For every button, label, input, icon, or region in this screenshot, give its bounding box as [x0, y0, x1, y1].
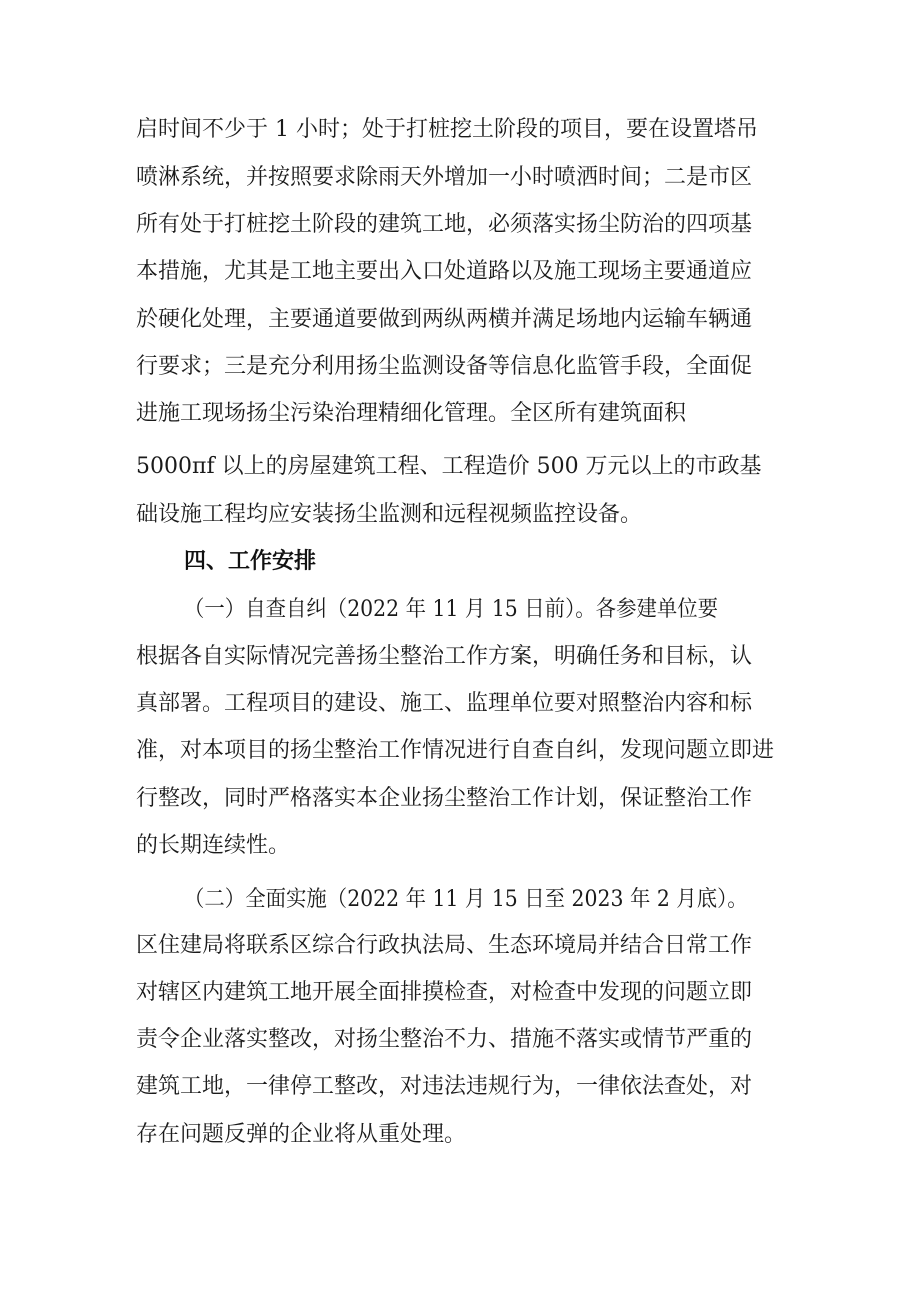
paragraph-line: 5000πf 以上的房屋建筑工程、工程造价 500 万元以上的市政基 [136, 454, 762, 479]
paragraph-line: 建筑工地，一律停工整改，对违法违规行为，一律依法查处，对 [136, 1074, 753, 1099]
paragraph-line: 础设施工程均应安装扬尘监测和远程视频监控设备。 [136, 502, 643, 527]
paragraph-line: 进施工现场扬尘污染治理精细化管理。全区所有建筑面积 [136, 401, 687, 426]
paragraph-line: 真部署。工程项目的建设、施工、监理单位要对照整治内容和标 [136, 691, 753, 716]
paragraph-line: 行要求；三是充分利用扬尘监测设备等信息化监管手段，全面促 [136, 354, 753, 379]
paragraph-line: 准，对本项目的扬尘整治工作情况进行自查自纠，发现问题立即进 [136, 738, 775, 763]
paragraph-line: 启时间不少于 1 小时；处于打桩挖土阶段的项目，要在设置塔吊 [136, 117, 758, 142]
item-first-line: （一）自查自纠（2022 年 11 月 15 日前）。各参建单位要 [184, 597, 719, 622]
paragraph-line: 存在问题反弹的企业将从重处理。 [136, 1122, 467, 1147]
paragraph-line: 本措施，尤其是工地主要出入口处道路以及施工现场主要通道应 [136, 259, 753, 284]
section-heading: 四、工作安排 [184, 549, 317, 574]
paragraph-line: 喷淋系统，并按照要求除雨天外增加一小时喷洒时间；二是市区 [136, 165, 753, 190]
paragraph-line: 於硬化处理，主要通道要做到两纵两横并满足场地内运输车辆通 [136, 307, 753, 332]
paragraph-line: 区住建局将联系区综合行政执法局、生态环境局并结合日常工作 [136, 933, 753, 958]
paragraph-line: 对辖区内建筑工地开展全面排摸检查，对检查中发现的问题立即 [136, 980, 753, 1005]
paragraph-line: 根据各自实际情况完善扬尘整治工作方案，明确任务和目标，认 [136, 644, 753, 669]
paragraph-line: 责令企业落实整改，对扬尘整治不力、措施不落实或情节严重的 [136, 1027, 753, 1052]
paragraph-line: 行整改，同时严格落实本企业扬尘整治工作计划，保证整治工作 [136, 786, 753, 811]
paragraph-line: 所有处于打桩挖土阶段的建筑工地，必须落实扬尘防治的四项基 [136, 212, 753, 237]
item-first-line: （二）全面实施（2022 年 11 月 15 日至 2023 年 2 月底）。 [184, 887, 748, 912]
paragraph-line: 的长期连续性。 [136, 833, 291, 858]
